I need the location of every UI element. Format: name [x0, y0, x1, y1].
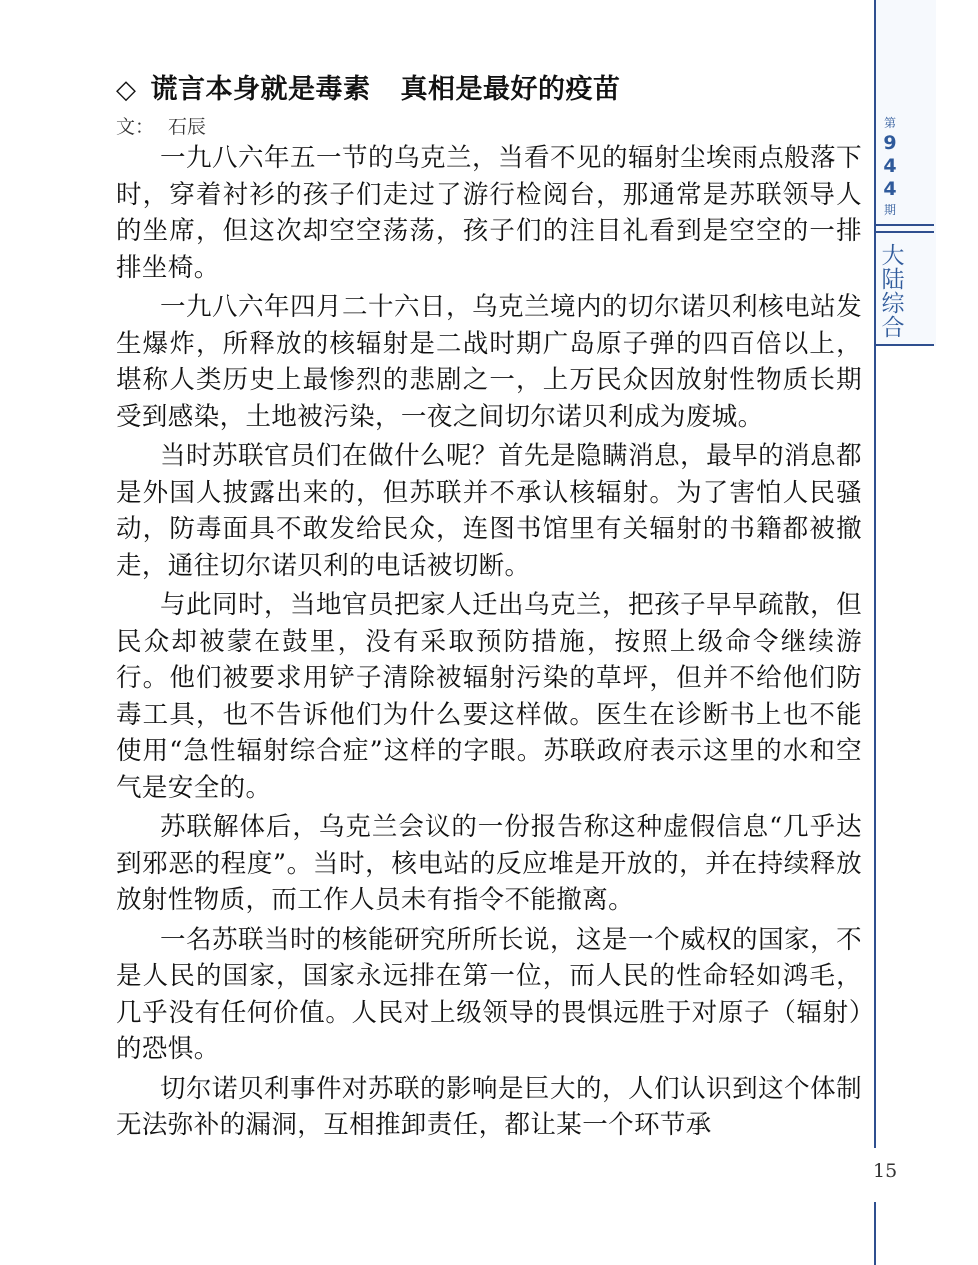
paragraph-4: 与此同时，当地官员把家人迁出乌克兰，把孩子早早疏散，但民众却被蒙在鼓里，没有采取预防措施，按照上级命令继续游行。他们被要求用铲子清除被辐射污染的草坪，但并不给他们防毒工具，也不告诉他们为什么要这样做。医生在诊断书上也不能使用“急性辐射综合症”这样的字眼。苏联政府表示这里的水和空气是安全的。	[116, 590, 862, 803]
paragraph-6: 一名苏联当时的核能研究所所长说，这是一个威权的国家，不是人民的国家，国家永远排在第一位，而人民的性命轻如鸿毛，几乎没有任何价值。人民对上级领导的畏惧远胜于对原子（辐射）的恐惧。	[116, 924, 862, 1064]
article	[116, 70, 862, 1147]
section-char: 陆	[881, 267, 905, 293]
rail-rule	[876, 231, 934, 233]
paragraph-1: 一九八六年五一节的乌克兰，当看不见的辐射尘埃雨点般落下时，穿着衬衫的孩子们走过了游行检阅台，那通常是苏联领导人的坐席，但这次却空空荡荡，孩子们的注目礼看到是空空的一排排坐椅。	[116, 143, 862, 283]
section-char: 综	[881, 291, 905, 317]
rail-divider-bottom	[874, 1202, 876, 1265]
title-part-2: 真相是最好的疫苗	[400, 74, 621, 105]
sidebar-rail	[874, 0, 978, 1265]
title-part-1: 谎言本身就是毒素	[150, 74, 371, 105]
section-char: 大	[881, 243, 905, 269]
article-title	[116, 70, 862, 110]
paragraph-2: 一九八六年四月二十六日，乌克兰境内的切尔诺贝利核电站发生爆炸，所释放的核辐射是二战时期广岛原子弹的四百倍以上，堪称人类历史上最惨烈的悲剧之一，上万民众因放射性物质长期受到感染，土地被污染，一夜之间切尔诺贝利成为废城。	[116, 292, 862, 432]
issue-suffix: 期	[883, 203, 896, 217]
section-char: 合	[881, 315, 905, 341]
issue-digit: 4	[883, 178, 897, 200]
rail-rule	[876, 224, 934, 226]
byline-label: 文：	[116, 116, 155, 138]
issue-digit: 9	[883, 132, 897, 154]
rail-divider-top	[874, 0, 876, 1148]
paragraph-3: 当时苏联官员们在做什么呢？首先是隐瞒消息，最早的消息都是外国人披露出来的，但苏联并不承认核辐射。为了害怕人民骚动，防毒面具不敢发给民众，连图书馆里有关辐射的书籍都被撤走，通往切尔诺贝利的电话被切断。	[116, 441, 862, 581]
rail-rule	[876, 344, 934, 346]
issue-number	[879, 114, 901, 219]
paragraph-5: 苏联解体后，乌克兰会议的一份报告称这种虚假信息“几乎达到邪恶的程度”。当时，核电站的反应堆是开放的，并在持续释放放射性物质，而工作人员未有指令不能撤离。	[116, 812, 862, 915]
issue-digit: 4	[883, 155, 897, 177]
issue-prefix: 第	[883, 116, 896, 130]
byline-author: 石辰	[168, 116, 207, 138]
diamond-bullet-icon: ◇	[116, 75, 137, 105]
byline	[116, 114, 862, 140]
page-number: 15	[873, 1160, 898, 1182]
section-label	[878, 244, 908, 340]
paragraph-7: 切尔诺贝利事件对苏联的影响是巨大的，人们认识到这个体制无法弥补的漏洞，互相推卸责任，都让某一个环节承	[116, 1073, 862, 1140]
